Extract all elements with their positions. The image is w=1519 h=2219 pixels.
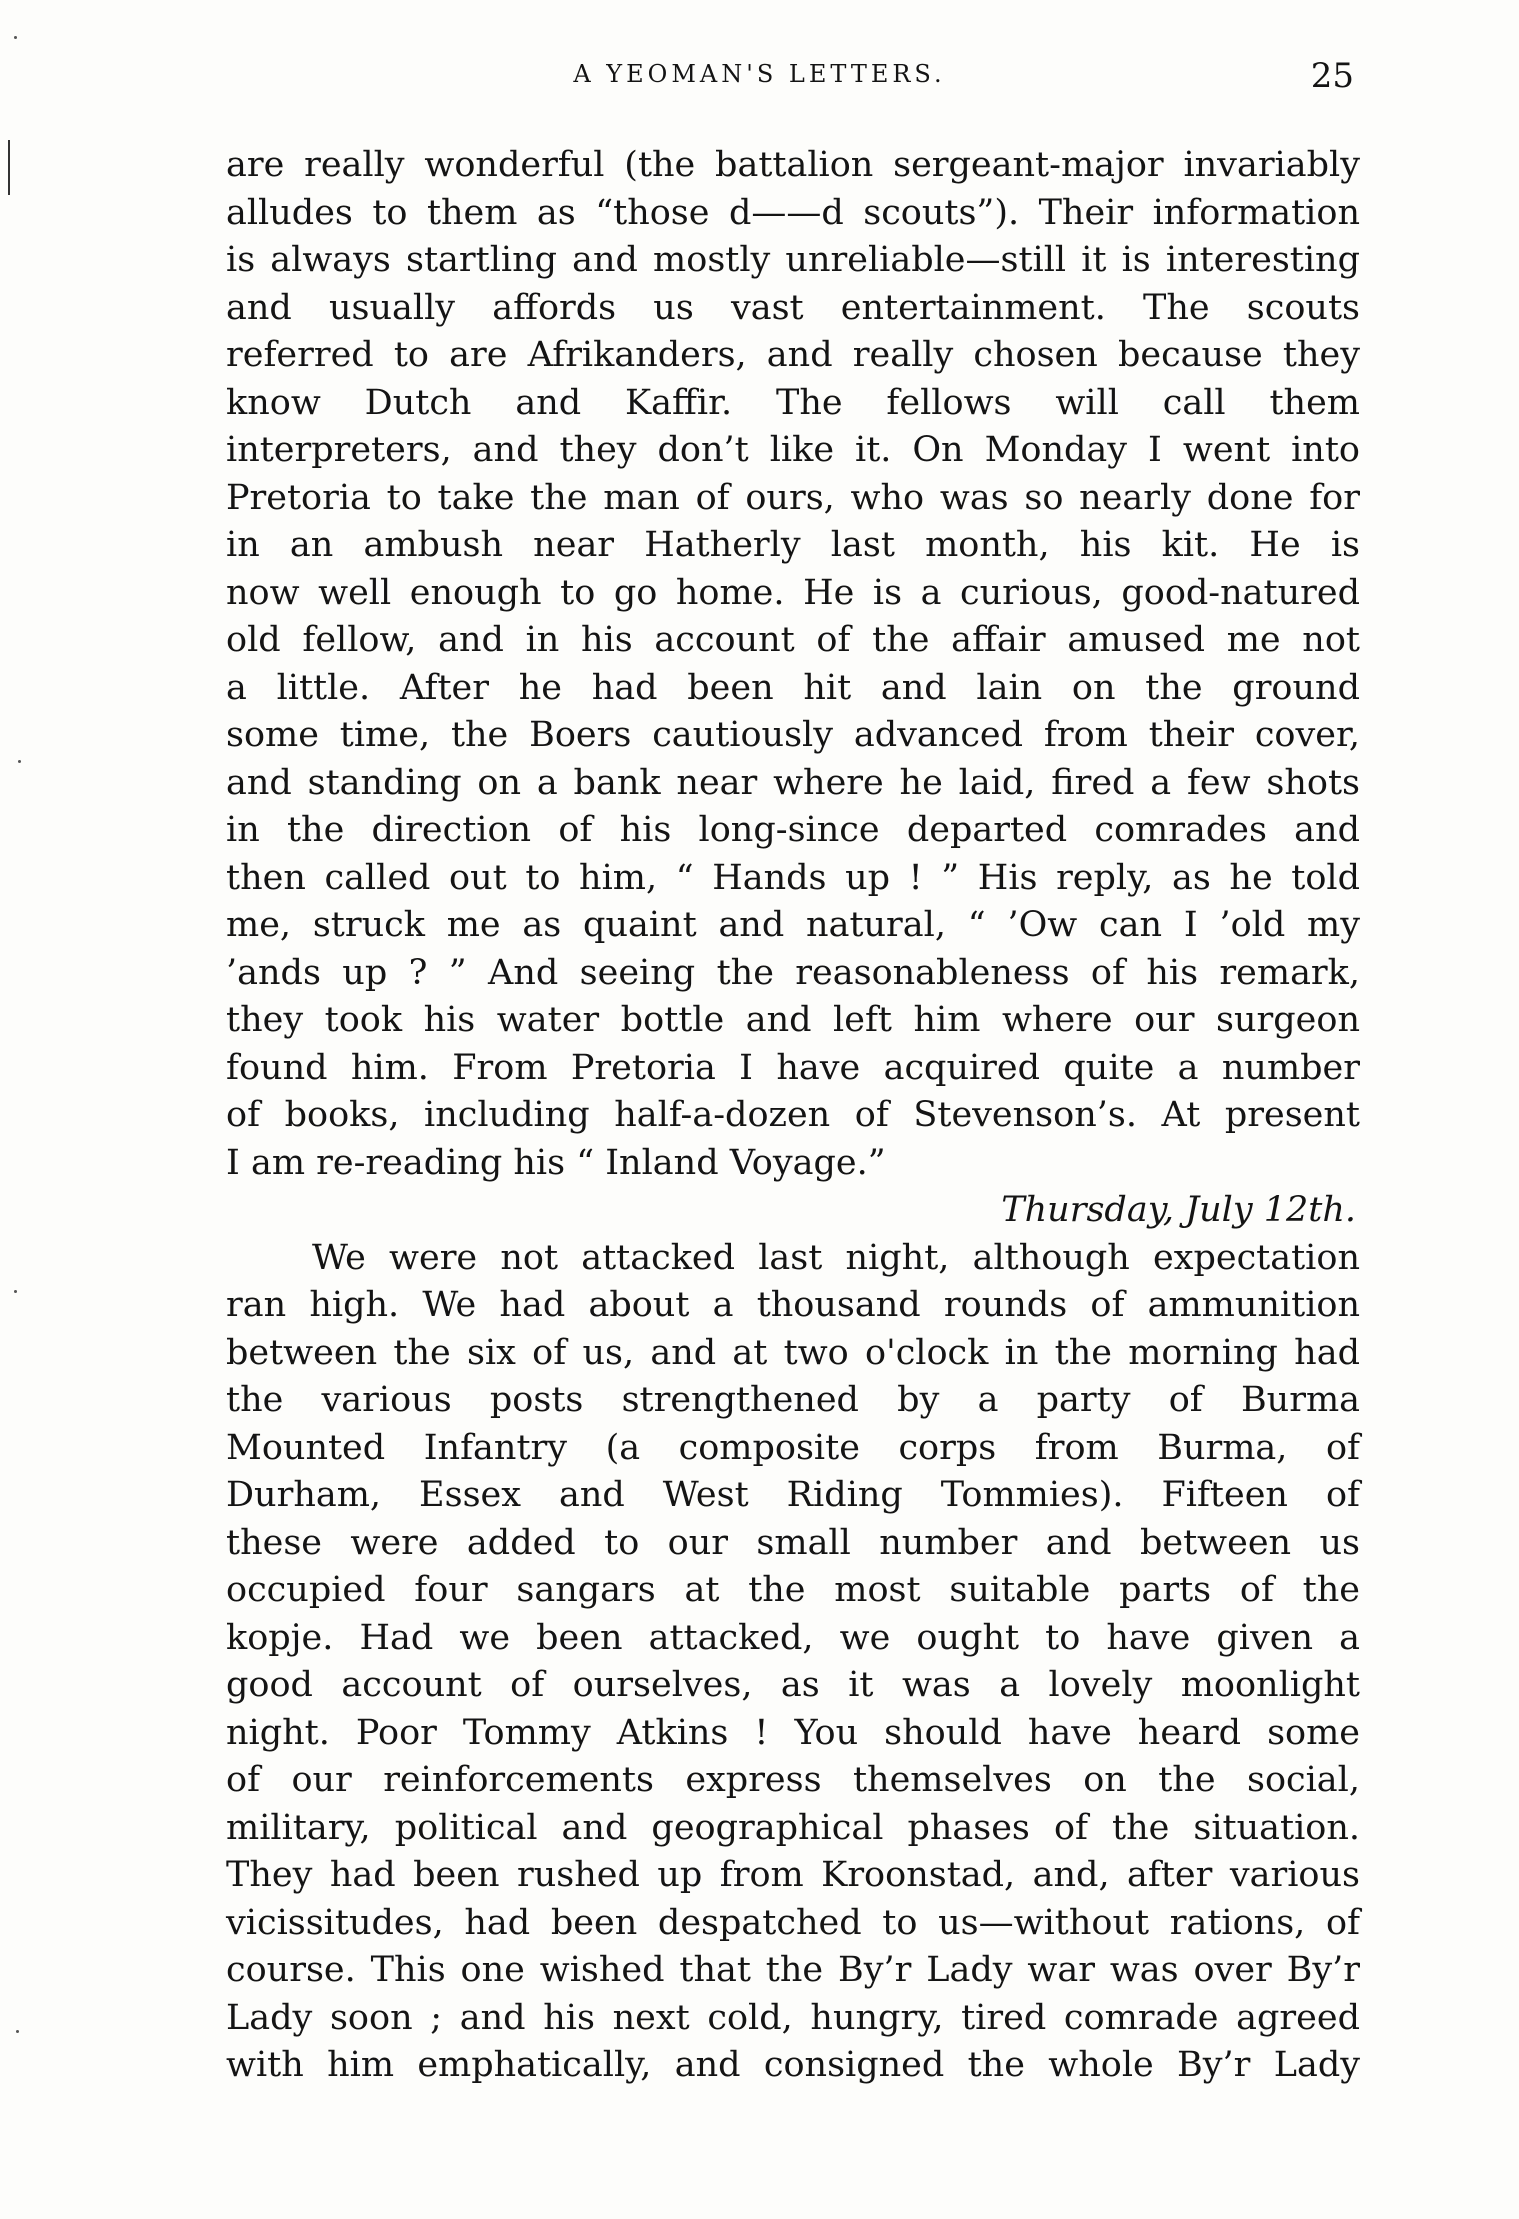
text-line: with him emphatically, and consigned the whole By’r Lady [226, 2045, 1360, 2085]
page-number: 25 [1310, 56, 1354, 96]
text-line: is always startling and mostly unreliable—still it is interesting [226, 240, 1360, 280]
text-line: between the six of us, and at two o'clock in the morning had [226, 1332, 1360, 1373]
text-line: referred to are Afrikanders, and really chosen because they [226, 335, 1360, 375]
text-line: night. Poor Tommy Atkins ! You should have heard some [226, 1712, 1360, 1753]
text-line: Mounted Infantry (a composite corps from Burma, of [226, 1427, 1360, 1468]
text-line: in the direction of his long-since departed comrades and [226, 810, 1360, 850]
text-line: Pretoria to take the man of ours, who was so nearly done for [226, 477, 1360, 518]
text-line: course. This one wished that the By’r Lady war was over By’r [226, 1950, 1360, 1990]
text-line: alludes to them as “those d——d scouts”). Their information [226, 192, 1360, 233]
page-speck [18, 760, 21, 763]
text-line: some time, the Boers cautiously advanced from their cover, [226, 715, 1360, 755]
text-line: military, political and geographical phases of the situation. [226, 1807, 1360, 1848]
dateline: Thursday, July 12th. [1001, 1190, 1356, 1230]
text-line: and standing on a bank near where he laid, fired a few shots [226, 762, 1360, 803]
text-line: ran high. We had about a thousand rounds of ammunition [226, 1285, 1360, 1325]
text-line: kopje. Had we been attacked, we ought to have given a [226, 1617, 1360, 1658]
text-line: found him. From Pretoria I have acquired quite a number [226, 1047, 1360, 1088]
text-line: They had been rushed up from Kroonstad, and, after various [226, 1855, 1360, 1895]
running-title: A YEOMAN'S LETTERS. [573, 60, 946, 88]
page-speck [14, 36, 17, 39]
text-line: a little. After he had been hit and lain on the ground [226, 667, 1360, 708]
text-line: in an ambush near Hatherly last month, his kit. He is [226, 525, 1360, 565]
text-line: of books, including half-a-dozen of Stevenson’s. At present [226, 1095, 1360, 1135]
text-line: interpreters, and they don’t like it. On Monday I went into [226, 430, 1360, 470]
text-line: occupied four sangars at the most suitable parts of the [226, 1570, 1360, 1610]
text-line: then called out to him, “ Hands up ! ” His reply, as he told [226, 857, 1360, 898]
text-line: good account of ourselves, as it was a lovely moonlight [226, 1665, 1360, 1705]
text-line: ’ands up ? ” And seeing the reasonableness of his remark, [226, 952, 1360, 993]
body-text [226, 142, 1360, 2090]
text-line: Durham, Essex and West Riding Tommies). Fifteen of [226, 1475, 1360, 1515]
text-line: old fellow, and in his account of the affair amused me not [226, 620, 1360, 660]
text-line: are really wonderful (the battalion sergeant-major invariably [226, 145, 1360, 185]
page-speck [16, 2030, 19, 2033]
text-line: Lady soon ; and his next cold, hungry, tired comrade agreed [226, 1997, 1360, 2038]
text-line: vicissitudes, had been despatched to us—without rations, of [226, 1902, 1360, 1943]
text-line: I am re-reading his “ Inland Voyage.” [226, 1142, 886, 1183]
text-line: the various posts strengthened by a party of Burma [226, 1380, 1360, 1420]
running-head [0, 56, 1519, 106]
text-line: these were added to our small number and between us [226, 1522, 1360, 1563]
text-line: me, struck me as quaint and natural, “ ’Ow can I ’old my [226, 905, 1360, 945]
text-line: and usually affords us vast entertainment. The scouts [226, 287, 1360, 328]
text-line: We were not attacked last night, although expectation [312, 1237, 1360, 1278]
text-line: know Dutch and Kaffir. The fellows will call them [226, 382, 1360, 423]
binding-mark [8, 140, 10, 195]
text-line: now well enough to go home. He is a curious, good-natured [226, 572, 1360, 613]
text-line: they took his water bottle and left him where our surgeon [226, 1000, 1360, 1040]
page-speck [14, 1290, 17, 1293]
text-line: of our reinforcements express themselves on the social, [226, 1760, 1360, 1800]
